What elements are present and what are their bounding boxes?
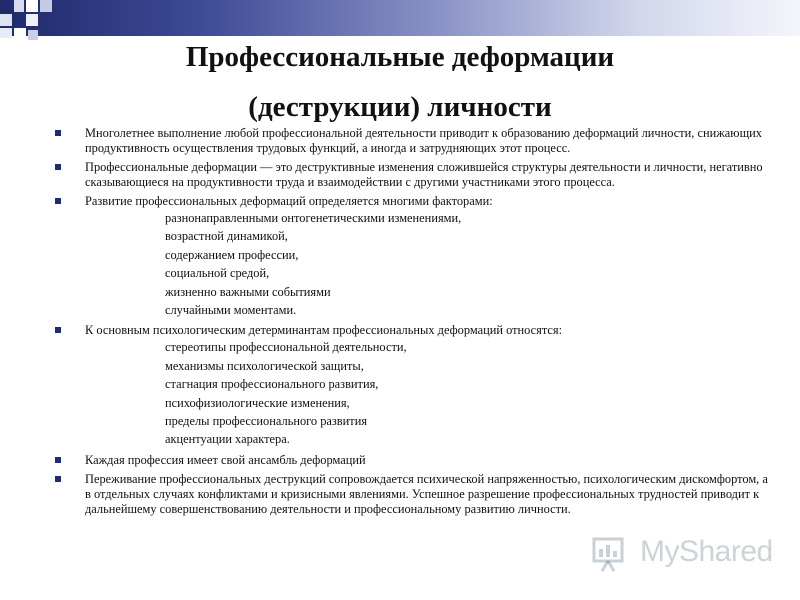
- sub-item: пределы профессионального развития: [165, 414, 368, 429]
- bullet-list: [55, 126, 770, 521]
- bullet-text: Каждая профессия имеет свой ансамбль деформаций: [85, 452, 366, 467]
- bullet-text: Развитие профессиональных деформаций определяется многими факторами:: [85, 194, 493, 208]
- corner-square: [40, 0, 52, 12]
- bullet-text: К основным психологическим детерминантам профессиональных деформаций относятся:: [85, 323, 563, 338]
- corner-square: [14, 0, 24, 12]
- slide-title-line1: Профессиональные деформации: [185, 41, 615, 73]
- corner-square: [26, 0, 38, 12]
- bullet-square-icon: [55, 130, 61, 136]
- bullet-item: [55, 194, 770, 319]
- top-bar: [0, 0, 800, 36]
- corner-square: [0, 14, 12, 26]
- presentation-board-icon: [588, 533, 628, 573]
- bullet-square-icon: [55, 164, 61, 170]
- bullet-item: [55, 323, 770, 448]
- bullet-item: [55, 160, 770, 190]
- bullet-text: Переживание профессиональных деструкций сопровождается психической напряженностью, психологическим дискомфортом, а в отдельных случаях конфликтами и кризисными явлениями. Успешное разрешение профессиональных трудностей приводит к дальнейшему совершенствованию деятельности и профессиональному развитию личности.: [85, 471, 768, 516]
- corner-square: [26, 14, 38, 26]
- sub-item: содержанием профессии,: [165, 247, 299, 262]
- sub-item: механизмы психологической защиты,: [165, 358, 364, 373]
- bullet-text: Многолетнее выполнение любой профессиональной деятельности приводит к образованию деформаций личности, снижающих продуктивность осуществления трудовых функций, а иногда и затрудняющих этот процесс.: [85, 126, 762, 155]
- sub-item: акцентуации характера.: [165, 432, 290, 447]
- bullet-square-icon: [55, 457, 61, 463]
- sub-item: возрастной динамикой,: [165, 229, 288, 244]
- sub-item: разнонаправленными онтогенетическими изменениями,: [165, 211, 462, 225]
- sub-item: жизненно важными событиями: [165, 284, 331, 299]
- bullet-item: [55, 453, 770, 468]
- bullet-item: [55, 472, 770, 517]
- bullet-text: Профессиональные деформации — это деструктивные изменения сложившейся структуры деятельности и личности, негативно сказывающиеся на продуктивности труда и взаимодействии с другими участниками этого процесса.: [85, 160, 763, 189]
- bullet-item: [55, 126, 770, 156]
- corner-square: [28, 30, 38, 40]
- watermark: [584, 533, 774, 573]
- sub-item: стагнация профессионального развития,: [165, 377, 379, 392]
- sub-item: стереотипы профессиональной деятельности,: [165, 340, 407, 355]
- sub-item: психофизиологические изменения,: [165, 395, 350, 410]
- corner-square: [0, 28, 12, 38]
- bullet-square-icon: [55, 327, 61, 333]
- corner-square: [14, 28, 26, 38]
- sub-item: случайными моментами.: [165, 303, 297, 318]
- watermark-text: MyShared: [640, 535, 773, 568]
- bullet-square-icon: [55, 198, 61, 204]
- sub-item: социальной средой,: [165, 266, 270, 281]
- slide-title-line2: (деструкции) личности: [248, 91, 552, 123]
- bullet-square-icon: [55, 476, 61, 482]
